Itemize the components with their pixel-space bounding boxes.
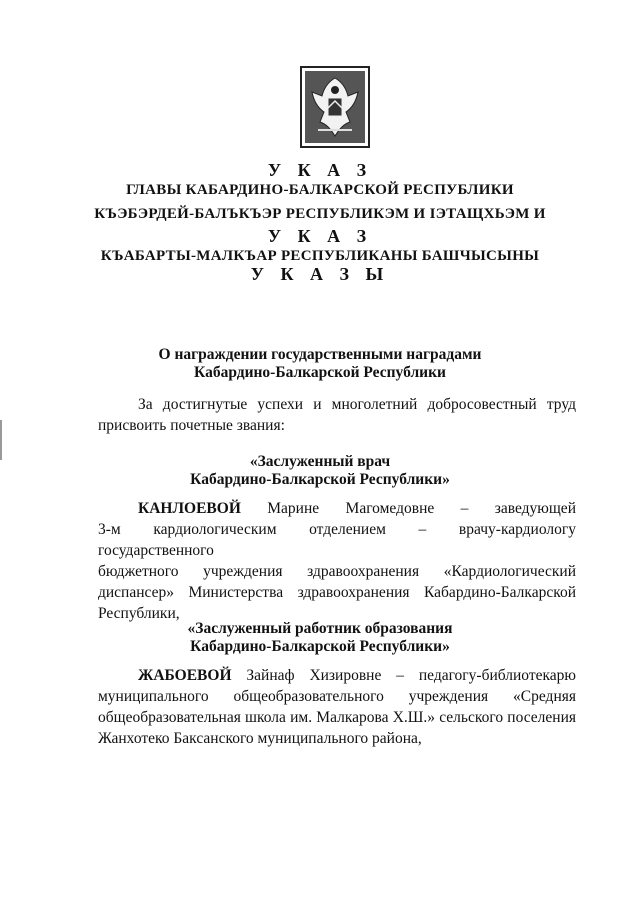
ukaz-heading-2: У К А З xyxy=(267,226,373,246)
award-1-line-1-rest: Марине Магомедовне – заведующей xyxy=(240,500,576,517)
decree-title-line-1: О награждении государственными наградами xyxy=(158,346,482,363)
coat-of-arms-emblem xyxy=(300,66,370,148)
award-2-line-1 xyxy=(98,665,576,686)
award-2-line-1-rest: Зайнаф Хизировне – педагогу-библиотекарю xyxy=(231,667,576,684)
header-line-balkarian: КЪАБАРТЫ-МАЛКЪАР РЕСПУБЛИКАНЫ БАШЧЫСЫНЫ xyxy=(100,248,540,264)
award-1-title-line-1: «Заслуженный врач xyxy=(249,453,391,470)
ukaz-heading-3: У К А З Ы xyxy=(250,264,390,284)
award-1-line-4: диспансер» Министерства здравоохранения Кабардино-Балкарской xyxy=(98,584,576,601)
ukaz-heading-1: У К А З xyxy=(267,160,373,180)
award-2-line-3: общеобразовательная школа им. Малкарова Х.Ш.» сельского поселения xyxy=(98,709,576,726)
award-2-line-4: Жанхотеко Баксанского муниципального района, xyxy=(98,730,422,747)
intro-line-2: присвоить почетные звания: xyxy=(98,417,285,434)
award-1-line-2: 3-м кардиологическим отделением – врачу-кардиологу государственного xyxy=(98,521,576,559)
award-1-paragraph xyxy=(98,498,576,624)
scan-edge-mark xyxy=(0,420,2,460)
award-2-paragraph xyxy=(98,665,576,749)
award-2-title-line-1: «Заслуженный работник образования xyxy=(187,620,453,637)
header-line-kabardian: КЪЭБЭРДЕЙ-БАЛЪКЪЭР РЕСПУБЛИКЭМ И ІЭТАЩХЬЭМ И xyxy=(94,206,546,222)
award-2-title-line-2: Кабардино-Балкарской Республики» xyxy=(190,638,450,655)
decree-title-line-2: Кабардино-Балкарской Республики xyxy=(194,364,446,381)
award-2-line-2: муниципального общеобразовательного учреждения «Средняя xyxy=(98,688,576,705)
award-1-line-5: Республики, xyxy=(98,605,180,622)
intro-paragraph xyxy=(98,394,576,436)
award-1-title-line-2: Кабардино-Балкарской Республики» xyxy=(190,471,450,488)
intro-line-1: За достигнутые успехи и многолетний добросовестный труд xyxy=(138,396,576,413)
award-2-surname: ЖАБОЕВОЙ xyxy=(138,667,232,684)
header-line-russian: ГЛАВЫ КАБАРДИНО-БАЛКАРСКОЙ РЕСПУБЛИКИ xyxy=(126,182,514,198)
award-1-line-1 xyxy=(98,498,576,519)
award-1-line-3: бюджетного учреждения здравоохранения «Кардиологический xyxy=(98,563,576,580)
award-1-surname: КАНЛОЕВОЙ xyxy=(138,500,241,517)
